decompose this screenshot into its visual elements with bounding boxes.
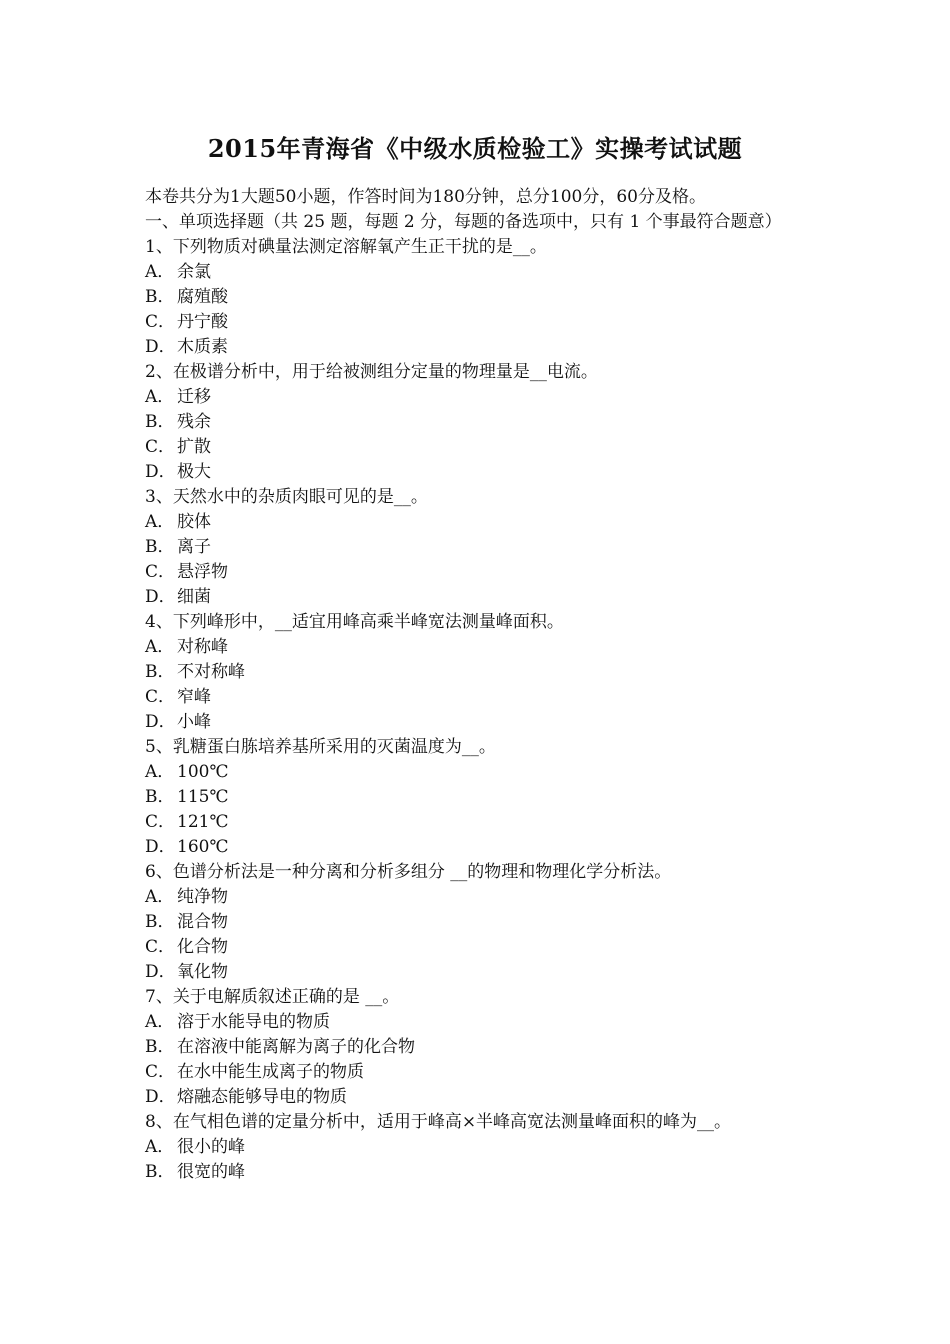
option-letter: C． — [145, 312, 176, 332]
option-letter: D． — [145, 712, 176, 732]
option-letter: D． — [145, 587, 176, 607]
question-stem: 5、乳糖蛋白胨培养基所采用的灭菌温度为__。 — [145, 737, 496, 757]
answer-option — [145, 1035, 810, 1060]
option-letter: D． — [145, 962, 176, 982]
option-letter: B． — [145, 1037, 175, 1057]
answer-option — [145, 1010, 810, 1035]
option-letter: D． — [145, 337, 176, 357]
answer-option — [145, 785, 810, 810]
option-letter: B． — [145, 787, 175, 807]
answer-option — [145, 560, 810, 585]
question-stem: 6、色谱分析法是一种分离和分析多组分 __的物理和物理化学分析法。 — [145, 862, 672, 882]
option-letter: A． — [145, 762, 175, 782]
question-item — [145, 735, 810, 860]
answer-option — [145, 710, 810, 735]
question-item — [145, 1110, 810, 1185]
option-text: 在溶液中能离解为离子的化合物 — [177, 1037, 415, 1057]
option-letter: A． — [145, 262, 175, 282]
option-text: 很宽的峰 — [177, 1162, 245, 1182]
option-letter: A． — [145, 1137, 175, 1157]
option-text: 小峰 — [177, 712, 211, 732]
answer-option — [145, 685, 810, 710]
question-item — [145, 985, 810, 1110]
option-text: 丹宁酸 — [177, 312, 228, 332]
question-item — [145, 610, 810, 735]
answer-option — [145, 285, 810, 310]
option-letter: C． — [145, 687, 176, 707]
option-text: 残余 — [177, 412, 211, 432]
option-text: 100℃ — [177, 762, 229, 782]
option-text: 胶体 — [177, 512, 211, 532]
answer-option — [145, 1085, 810, 1110]
option-text: 115℃ — [177, 787, 229, 807]
option-letter: D． — [145, 1087, 176, 1107]
option-letter: B． — [145, 662, 175, 682]
answer-option — [145, 885, 810, 910]
answer-option — [145, 1060, 810, 1085]
option-text: 腐殖酸 — [177, 287, 228, 307]
answer-option — [145, 635, 810, 660]
option-letter: A． — [145, 387, 175, 407]
option-letter: D． — [145, 837, 176, 857]
answer-option — [145, 960, 810, 985]
exam-intro: 本卷共分为1大题50小题，作答时间为180分钟，总分100分，60分及格。 — [145, 187, 706, 207]
option-text: 很小的峰 — [177, 1137, 245, 1157]
question-stem: 8、在气相色谱的定量分析中，适用于峰高×半峰高宽法测量峰面积的峰为__。 — [145, 1112, 732, 1132]
option-text: 余氯 — [177, 262, 211, 282]
option-letter: B． — [145, 412, 175, 432]
document-title: 2015年青海省《中级水质检验工》实操考试试题 — [207, 134, 743, 163]
option-text: 160℃ — [177, 837, 229, 857]
option-text: 溶于水能导电的物质 — [177, 1012, 330, 1032]
option-letter: D． — [145, 462, 176, 482]
question-stem: 4、下列峰形中，__适宜用峰高乘半峰宽法测量峰面积。 — [145, 612, 564, 632]
option-letter: B． — [145, 537, 175, 557]
answer-option — [145, 1135, 810, 1160]
option-text: 化合物 — [177, 937, 228, 957]
option-text: 氧化物 — [177, 962, 228, 982]
question-stem: 7、关于电解质叙述正确的是 __。 — [145, 987, 400, 1007]
option-text: 对称峰 — [177, 637, 228, 657]
question-item — [145, 485, 810, 610]
option-letter: A． — [145, 512, 175, 532]
answer-option — [145, 435, 810, 460]
option-text: 扩散 — [177, 437, 211, 457]
option-letter: C． — [145, 437, 176, 457]
option-letter: B． — [145, 912, 175, 932]
question-stem: 1、下列物质对碘量法测定溶解氧产生正干扰的是__。 — [145, 237, 547, 257]
answer-option — [145, 260, 810, 285]
option-text: 不对称峰 — [177, 662, 245, 682]
question-stem: 2、在极谱分析中，用于给被测组分定量的物理量是__电流。 — [145, 362, 598, 382]
question-item — [145, 235, 810, 360]
option-text: 窄峰 — [177, 687, 211, 707]
option-text: 在水中能生成离子的物质 — [177, 1062, 364, 1082]
question-stem: 3、天然水中的杂质肉眼可见的是__。 — [145, 487, 428, 507]
option-letter: C． — [145, 1062, 176, 1082]
option-text: 121℃ — [177, 812, 229, 832]
option-text: 纯净物 — [177, 887, 228, 907]
option-letter: C． — [145, 937, 176, 957]
answer-option — [145, 510, 810, 535]
option-text: 混合物 — [177, 912, 228, 932]
answer-option — [145, 935, 810, 960]
answer-option — [145, 460, 810, 485]
option-letter: A． — [145, 1012, 175, 1032]
answer-option — [145, 760, 810, 785]
answer-option — [145, 1160, 810, 1185]
option-letter: A． — [145, 887, 175, 907]
document-body — [145, 185, 810, 1185]
answer-option — [145, 910, 810, 935]
answer-option — [145, 535, 810, 560]
section-heading: 一、单项选择题（共 25 题，每题 2 分，每题的备选项中，只有 1 个事最符合题意） — [145, 212, 782, 232]
answer-option — [145, 335, 810, 360]
option-text: 离子 — [177, 537, 211, 557]
option-letter: C． — [145, 812, 176, 832]
option-letter: B． — [145, 287, 175, 307]
option-text: 细菌 — [177, 587, 211, 607]
question-item — [145, 360, 810, 485]
answer-option — [145, 410, 810, 435]
option-text: 迁移 — [177, 387, 211, 407]
option-letter: B． — [145, 1162, 175, 1182]
option-text: 木质素 — [177, 337, 228, 357]
option-text: 极大 — [177, 462, 211, 482]
option-text: 悬浮物 — [177, 562, 228, 582]
question-list — [145, 235, 810, 1185]
option-letter: A． — [145, 637, 175, 657]
option-letter: C． — [145, 562, 176, 582]
question-item — [145, 860, 810, 985]
answer-option — [145, 310, 810, 335]
answer-option — [145, 810, 810, 835]
answer-option — [145, 385, 810, 410]
answer-option — [145, 585, 810, 610]
answer-option — [145, 660, 810, 685]
option-text: 熔融态能够导电的物质 — [177, 1087, 347, 1107]
answer-option — [145, 835, 810, 860]
